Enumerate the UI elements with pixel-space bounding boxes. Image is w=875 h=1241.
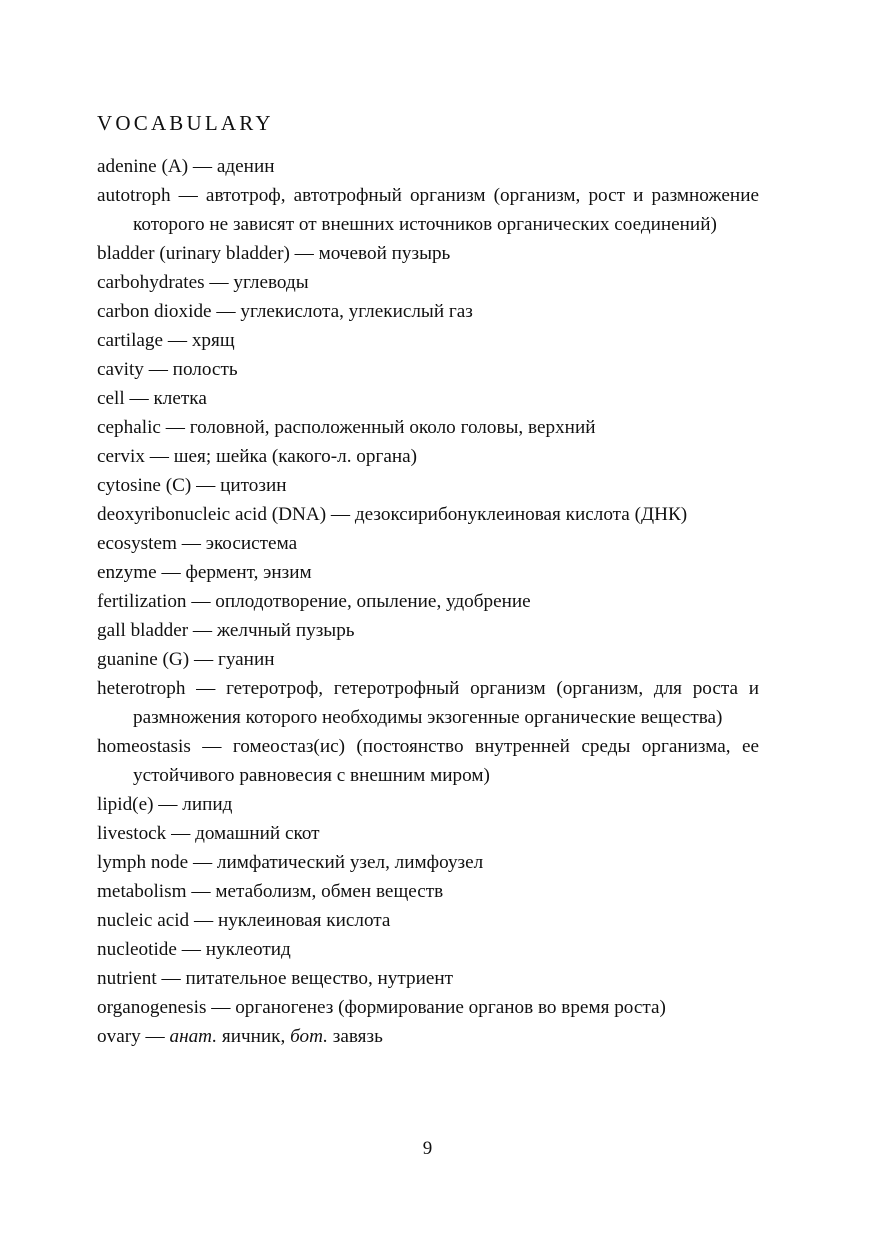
vocabulary-entry [97, 819, 759, 848]
entry-term: cytosine (C) [97, 475, 192, 496]
entry-dash: — [189, 910, 218, 931]
vocabulary-entry [97, 674, 759, 732]
vocabulary-entry [97, 848, 759, 877]
entry-translation: полость [172, 359, 238, 380]
entry-term: organogenesis [97, 997, 207, 1018]
entry-translation: фермент, энзим [185, 562, 312, 583]
vocabulary-entry [97, 442, 759, 471]
entry-dash: — [204, 272, 234, 293]
entry-translation: гуанин [217, 649, 275, 670]
entry-dash: — [206, 997, 236, 1018]
entry-translation: углекислота, углекислый газ [240, 301, 473, 322]
entry-term: autotroph [97, 185, 171, 206]
entry-translation: хрящ [191, 330, 235, 351]
entry-dash: — [188, 852, 217, 873]
vocabulary-entry [97, 413, 759, 442]
entry-dash: — [166, 823, 196, 844]
entry-term: nucleic acid [97, 910, 190, 931]
vocabulary-entry [97, 471, 759, 500]
entry-translation: метаболизм, обмен веществ [215, 881, 444, 902]
entry-translation: мочевой пузырь [318, 243, 451, 264]
entry-dash: — [189, 649, 218, 670]
entry-dash: — [153, 794, 183, 815]
entry-term: bladder (urinary bladder) [97, 243, 290, 264]
entry-translation: оплодотворение, опыление, удобрение [215, 591, 531, 612]
entry-dash: — [289, 243, 319, 264]
entry-term: cartilage [97, 330, 164, 351]
entry-term: lymph node [97, 852, 189, 873]
entry-dash: — [140, 1026, 170, 1047]
vocabulary-entry [97, 326, 759, 355]
vocabulary-list [97, 152, 759, 1051]
entry-dash: — [188, 620, 217, 641]
entry-translation: питательное вещество, нутриент [185, 968, 454, 989]
page-number: 9 [422, 1138, 433, 1159]
entry-dash: — [144, 446, 174, 467]
entry-dash: — [160, 417, 190, 438]
entry-term: cavity [97, 359, 144, 380]
entry-term: lipid(e) [97, 794, 154, 815]
entry-dash: — [190, 736, 233, 757]
entry-label-bot: бот. [290, 1026, 328, 1047]
vocabulary-page [97, 108, 759, 1051]
entry-dash: — [170, 185, 206, 206]
entry-translation: шея; шейка (какого-л. органа) [173, 446, 418, 467]
entry-term: fertilization [97, 591, 187, 612]
entry-term: cephalic [97, 417, 161, 438]
entry-dash: — [176, 533, 206, 554]
vocabulary-entry [97, 355, 759, 384]
entry-term: adenine (A) [97, 156, 189, 177]
vocabulary-entry [97, 587, 759, 616]
entry-term: ecosystem [97, 533, 177, 554]
vocabulary-entry [97, 239, 759, 268]
entry-translation: гетеротроф, гетеротрофный организм (организм, для роста и размножения которого необходимы экзогенные органические вещества) [133, 678, 760, 728]
entry-term: carbon dioxide [97, 301, 212, 322]
entry-dash: — [186, 591, 216, 612]
entry-term: nutrient [97, 968, 157, 989]
entry-translation: домашний скот [195, 823, 320, 844]
entry-translation: нуклеотид [205, 939, 291, 960]
entry-dash: — [211, 301, 241, 322]
vocabulary-entry [97, 268, 759, 297]
entry-dash: — [185, 678, 227, 699]
vocabulary-entry [97, 558, 759, 587]
entry-term: metabolism [97, 881, 187, 902]
entry-translation: дезоксирибонуклеиновая кислота (ДНК) [354, 504, 688, 525]
vocabulary-entry [97, 993, 759, 1022]
vocabulary-entry [97, 964, 759, 993]
vocabulary-entry [97, 935, 759, 964]
entry-dash: — [191, 475, 221, 496]
entry-translation: аденин [216, 156, 275, 177]
entry-translation: цитозин [220, 475, 287, 496]
entry-translation: лимфатический узел, лимфоузел [216, 852, 484, 873]
entry-translation: головной, расположенный около головы, верхний [189, 417, 596, 438]
entry-translation: нуклеиновая кислота [217, 910, 391, 931]
entry-translation: желчный пузырь [216, 620, 355, 641]
entry-term: deoxyribonucleic acid (DNA) [97, 504, 327, 525]
entry-translation: автотроф, автотрофный организм (организм, рост и размножение которого не зависят от внешних источников органических соединений) [133, 185, 759, 235]
vocabulary-entry [97, 906, 759, 935]
entry-dash: — [326, 504, 355, 525]
entry-term: enzyme [97, 562, 157, 583]
entry-term: guanine (G) [97, 649, 190, 670]
entry-translation: органогенез (формирование органов во время роста) [235, 997, 666, 1018]
entry-translation: яичник, [221, 1026, 286, 1047]
entry-dash: — [143, 359, 173, 380]
vocabulary-entry [97, 877, 759, 906]
entry-translation: углеводы [233, 272, 309, 293]
entry-dash: — [186, 881, 216, 902]
vocabulary-heading: VOCABULARY [97, 111, 274, 135]
entry-term: livestock [97, 823, 167, 844]
entry-term: carbohydrates [97, 272, 205, 293]
vocabulary-entry [97, 500, 759, 529]
vocabulary-entry [97, 616, 759, 645]
entry-translation: липид [182, 794, 233, 815]
vocabulary-entry [97, 181, 759, 239]
entry-term: cervix [97, 446, 145, 467]
entry-dash: — [124, 388, 154, 409]
entry-term: gall bladder [97, 620, 189, 641]
entry-dash: — [156, 562, 186, 583]
vocabulary-entry [97, 645, 759, 674]
entry-dash: — [156, 968, 186, 989]
entry-term: ovary [97, 1026, 141, 1047]
entry-translation: гомеостаз(ис) (постоянство внутренней среды организма, ее устойчивого равновесия с внешним миром) [133, 736, 759, 786]
vocabulary-entry-ovary [97, 1022, 759, 1051]
vocabulary-entry [97, 384, 759, 413]
entry-term: homeostasis [97, 736, 191, 757]
vocabulary-entry [97, 732, 759, 790]
entry-term: cell [97, 388, 125, 409]
entry-term: heterotroph [97, 678, 186, 699]
entry-translation: экосистема [205, 533, 298, 554]
vocabulary-entry [97, 529, 759, 558]
vocabulary-entry [97, 152, 759, 181]
vocabulary-entry [97, 790, 759, 819]
entry-translation: завязь [332, 1026, 383, 1047]
entry-dash: — [163, 330, 192, 351]
vocabulary-entry [97, 297, 759, 326]
entry-translation: клетка [153, 388, 207, 409]
entry-label-anat: анат. [169, 1026, 218, 1047]
entry-dash: — [188, 156, 217, 177]
entry-term: nucleotide [97, 939, 177, 960]
entry-dash: — [176, 939, 206, 960]
